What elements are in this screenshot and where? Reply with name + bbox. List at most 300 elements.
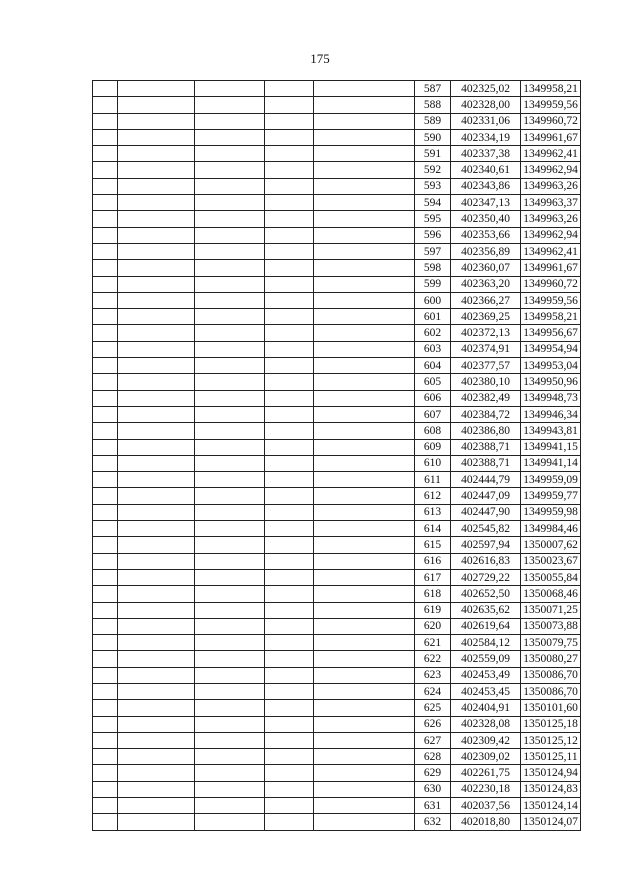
x-coordinate-cell: 402366,27	[451, 292, 521, 308]
table-row	[93, 553, 581, 569]
empty-cell	[314, 814, 415, 830]
empty-cell	[195, 374, 265, 390]
empty-cell	[118, 211, 195, 227]
table-row	[93, 146, 581, 162]
table-row	[93, 586, 581, 602]
point-number-cell: 593	[415, 178, 451, 194]
empty-cell	[118, 781, 195, 797]
table-row	[93, 814, 581, 830]
empty-cell	[93, 781, 118, 797]
y-coordinate-cell: 1349962,94	[521, 227, 581, 243]
point-number-cell: 594	[415, 195, 451, 211]
empty-cell	[93, 749, 118, 765]
empty-cell	[265, 406, 314, 422]
empty-cell	[195, 81, 265, 97]
empty-cell	[93, 455, 118, 471]
empty-cell	[118, 814, 195, 830]
point-number-cell: 604	[415, 358, 451, 374]
coordinates-table	[92, 80, 581, 831]
empty-cell	[118, 195, 195, 211]
y-coordinate-cell: 1350073,88	[521, 618, 581, 634]
empty-cell	[314, 309, 415, 325]
x-coordinate-cell: 402382,49	[451, 390, 521, 406]
empty-cell	[195, 162, 265, 178]
table-row	[93, 455, 581, 471]
x-coordinate-cell: 402325,02	[451, 81, 521, 97]
point-number-cell: 612	[415, 488, 451, 504]
point-number-cell: 619	[415, 602, 451, 618]
empty-cell	[265, 635, 314, 651]
y-coordinate-cell: 1349959,56	[521, 292, 581, 308]
empty-cell	[265, 211, 314, 227]
y-coordinate-cell: 1349953,04	[521, 358, 581, 374]
empty-cell	[93, 97, 118, 113]
empty-cell	[118, 569, 195, 585]
point-number-cell: 600	[415, 292, 451, 308]
point-number-cell: 615	[415, 537, 451, 553]
empty-cell	[265, 162, 314, 178]
empty-cell	[118, 178, 195, 194]
empty-cell	[118, 292, 195, 308]
empty-cell	[93, 309, 118, 325]
point-number-cell: 614	[415, 521, 451, 537]
empty-cell	[265, 781, 314, 797]
empty-cell	[265, 553, 314, 569]
table-row	[93, 211, 581, 227]
x-coordinate-cell: 402331,06	[451, 113, 521, 129]
empty-cell	[195, 406, 265, 422]
empty-cell	[118, 504, 195, 520]
table-row	[93, 260, 581, 276]
table-row	[93, 325, 581, 341]
table-row	[93, 504, 581, 520]
empty-cell	[314, 586, 415, 602]
empty-cell	[195, 455, 265, 471]
empty-cell	[118, 341, 195, 357]
x-coordinate-cell: 402363,20	[451, 276, 521, 292]
empty-cell	[265, 390, 314, 406]
table-row	[93, 178, 581, 194]
empty-cell	[118, 732, 195, 748]
empty-cell	[195, 700, 265, 716]
y-coordinate-cell: 1349963,37	[521, 195, 581, 211]
empty-cell	[118, 700, 195, 716]
empty-cell	[195, 146, 265, 162]
table-row	[93, 749, 581, 765]
x-coordinate-cell: 402343,86	[451, 178, 521, 194]
empty-cell	[314, 358, 415, 374]
empty-cell	[265, 292, 314, 308]
empty-cell	[118, 455, 195, 471]
empty-cell	[265, 765, 314, 781]
empty-cell	[93, 716, 118, 732]
empty-cell	[265, 716, 314, 732]
empty-cell	[93, 439, 118, 455]
empty-cell	[265, 227, 314, 243]
table-row	[93, 700, 581, 716]
empty-cell	[314, 667, 415, 683]
empty-cell	[265, 749, 314, 765]
empty-cell	[195, 325, 265, 341]
point-number-cell: 596	[415, 227, 451, 243]
y-coordinate-cell: 1349962,41	[521, 146, 581, 162]
point-number-cell: 610	[415, 455, 451, 471]
empty-cell	[265, 488, 314, 504]
empty-cell	[93, 227, 118, 243]
empty-cell	[195, 439, 265, 455]
x-coordinate-cell: 402384,72	[451, 406, 521, 422]
empty-cell	[93, 732, 118, 748]
empty-cell	[93, 276, 118, 292]
empty-cell	[195, 635, 265, 651]
empty-cell	[93, 243, 118, 259]
point-number-cell: 598	[415, 260, 451, 276]
empty-cell	[314, 211, 415, 227]
table-row	[93, 521, 581, 537]
x-coordinate-cell: 402309,02	[451, 749, 521, 765]
empty-cell	[118, 439, 195, 455]
point-number-cell: 591	[415, 146, 451, 162]
empty-cell	[195, 521, 265, 537]
x-coordinate-cell: 402597,94	[451, 537, 521, 553]
empty-cell	[195, 129, 265, 145]
empty-cell	[93, 618, 118, 634]
empty-cell	[314, 406, 415, 422]
empty-cell	[93, 667, 118, 683]
x-coordinate-cell: 402447,09	[451, 488, 521, 504]
x-coordinate-cell: 402353,66	[451, 227, 521, 243]
empty-cell	[314, 81, 415, 97]
empty-cell	[195, 749, 265, 765]
empty-cell	[93, 129, 118, 145]
empty-cell	[118, 325, 195, 341]
empty-cell	[93, 178, 118, 194]
y-coordinate-cell: 1349963,26	[521, 211, 581, 227]
y-coordinate-cell: 1349958,21	[521, 81, 581, 97]
empty-cell	[314, 178, 415, 194]
y-coordinate-cell: 1350086,70	[521, 683, 581, 699]
table-row	[93, 309, 581, 325]
empty-cell	[195, 814, 265, 830]
empty-cell	[314, 798, 415, 814]
empty-cell	[118, 765, 195, 781]
y-coordinate-cell: 1350125,18	[521, 716, 581, 732]
y-coordinate-cell: 1350124,94	[521, 765, 581, 781]
x-coordinate-cell: 402444,79	[451, 472, 521, 488]
empty-cell	[265, 683, 314, 699]
empty-cell	[265, 700, 314, 716]
x-coordinate-cell: 402545,82	[451, 521, 521, 537]
y-coordinate-cell: 1349963,26	[521, 178, 581, 194]
empty-cell	[265, 586, 314, 602]
empty-cell	[195, 472, 265, 488]
table-row	[93, 798, 581, 814]
table-row	[93, 406, 581, 422]
empty-cell	[93, 683, 118, 699]
x-coordinate-cell: 402374,91	[451, 341, 521, 357]
empty-cell	[265, 325, 314, 341]
empty-cell	[265, 732, 314, 748]
empty-cell	[118, 390, 195, 406]
empty-cell	[314, 243, 415, 259]
empty-cell	[195, 537, 265, 553]
empty-cell	[93, 341, 118, 357]
empty-cell	[118, 243, 195, 259]
table-row	[93, 390, 581, 406]
empty-cell	[195, 341, 265, 357]
y-coordinate-cell: 1349950,96	[521, 374, 581, 390]
table-row	[93, 374, 581, 390]
empty-cell	[195, 178, 265, 194]
empty-cell	[195, 667, 265, 683]
empty-cell	[118, 276, 195, 292]
point-number-cell: 602	[415, 325, 451, 341]
x-coordinate-cell: 402386,80	[451, 423, 521, 439]
empty-cell	[93, 504, 118, 520]
empty-cell	[195, 309, 265, 325]
table-row	[93, 113, 581, 129]
x-coordinate-cell: 402037,56	[451, 798, 521, 814]
empty-cell	[265, 260, 314, 276]
empty-cell	[265, 618, 314, 634]
x-coordinate-cell: 402453,45	[451, 683, 521, 699]
y-coordinate-cell: 1349941,14	[521, 455, 581, 471]
table-row	[93, 716, 581, 732]
x-coordinate-cell: 402350,40	[451, 211, 521, 227]
empty-cell	[195, 211, 265, 227]
table-row	[93, 537, 581, 553]
y-coordinate-cell: 1349959,77	[521, 488, 581, 504]
empty-cell	[265, 602, 314, 618]
empty-cell	[195, 97, 265, 113]
empty-cell	[314, 146, 415, 162]
table-row	[93, 341, 581, 357]
empty-cell	[93, 423, 118, 439]
point-number-cell: 625	[415, 700, 451, 716]
empty-cell	[314, 423, 415, 439]
y-coordinate-cell: 1349961,67	[521, 260, 581, 276]
empty-cell	[265, 569, 314, 585]
empty-cell	[265, 341, 314, 357]
table-row	[93, 81, 581, 97]
empty-cell	[118, 618, 195, 634]
empty-cell	[195, 716, 265, 732]
point-number-cell: 624	[415, 683, 451, 699]
empty-cell	[118, 749, 195, 765]
empty-cell	[314, 341, 415, 357]
y-coordinate-cell: 1349959,09	[521, 472, 581, 488]
x-coordinate-cell: 402559,09	[451, 651, 521, 667]
empty-cell	[314, 455, 415, 471]
empty-cell	[93, 635, 118, 651]
empty-cell	[314, 162, 415, 178]
point-number-cell: 588	[415, 97, 451, 113]
empty-cell	[195, 798, 265, 814]
point-number-cell: 590	[415, 129, 451, 145]
empty-cell	[195, 243, 265, 259]
empty-cell	[93, 358, 118, 374]
y-coordinate-cell: 1349941,15	[521, 439, 581, 455]
point-number-cell: 622	[415, 651, 451, 667]
x-coordinate-cell: 402447,90	[451, 504, 521, 520]
empty-cell	[314, 276, 415, 292]
empty-cell	[118, 586, 195, 602]
x-coordinate-cell: 402347,13	[451, 195, 521, 211]
empty-cell	[118, 602, 195, 618]
point-number-cell: 601	[415, 309, 451, 325]
y-coordinate-cell: 1349961,67	[521, 129, 581, 145]
table-row	[93, 635, 581, 651]
y-coordinate-cell: 1349960,72	[521, 276, 581, 292]
empty-cell	[265, 439, 314, 455]
empty-cell	[314, 292, 415, 308]
empty-cell	[265, 521, 314, 537]
table-row	[93, 227, 581, 243]
empty-cell	[314, 537, 415, 553]
empty-cell	[93, 553, 118, 569]
empty-cell	[265, 798, 314, 814]
empty-cell	[265, 113, 314, 129]
x-coordinate-cell: 402369,25	[451, 309, 521, 325]
point-number-cell: 613	[415, 504, 451, 520]
empty-cell	[93, 113, 118, 129]
point-number-cell: 597	[415, 243, 451, 259]
empty-cell	[265, 423, 314, 439]
point-number-cell: 599	[415, 276, 451, 292]
empty-cell	[118, 358, 195, 374]
empty-cell	[93, 586, 118, 602]
empty-cell	[265, 455, 314, 471]
x-coordinate-cell: 402360,07	[451, 260, 521, 276]
empty-cell	[118, 227, 195, 243]
point-number-cell: 607	[415, 406, 451, 422]
table-row	[93, 243, 581, 259]
y-coordinate-cell: 1350080,27	[521, 651, 581, 667]
empty-cell	[265, 472, 314, 488]
y-coordinate-cell: 1350079,75	[521, 635, 581, 651]
x-coordinate-cell: 402328,08	[451, 716, 521, 732]
empty-cell	[93, 81, 118, 97]
table-row	[93, 439, 581, 455]
point-number-cell: 626	[415, 716, 451, 732]
point-number-cell: 629	[415, 765, 451, 781]
table-row	[93, 292, 581, 308]
table-row	[93, 569, 581, 585]
y-coordinate-cell: 1349958,21	[521, 309, 581, 325]
empty-cell	[265, 814, 314, 830]
empty-cell	[118, 798, 195, 814]
x-coordinate-cell: 402018,80	[451, 814, 521, 830]
table-row	[93, 765, 581, 781]
empty-cell	[265, 129, 314, 145]
page-number: 175	[310, 51, 330, 66]
empty-cell	[314, 227, 415, 243]
y-coordinate-cell: 1349946,34	[521, 406, 581, 422]
empty-cell	[314, 195, 415, 211]
empty-cell	[314, 488, 415, 504]
empty-cell	[314, 781, 415, 797]
empty-cell	[118, 146, 195, 162]
table-row	[93, 683, 581, 699]
empty-cell	[118, 651, 195, 667]
empty-cell	[265, 97, 314, 113]
empty-cell	[118, 537, 195, 553]
table-row	[93, 732, 581, 748]
table-row	[93, 195, 581, 211]
empty-cell	[195, 195, 265, 211]
empty-cell	[314, 569, 415, 585]
x-coordinate-cell: 402619,64	[451, 618, 521, 634]
empty-cell	[93, 521, 118, 537]
empty-cell	[195, 423, 265, 439]
empty-cell	[314, 374, 415, 390]
empty-cell	[265, 81, 314, 97]
empty-cell	[118, 309, 195, 325]
y-coordinate-cell: 1349960,72	[521, 113, 581, 129]
point-number-cell: 631	[415, 798, 451, 814]
point-number-cell: 623	[415, 667, 451, 683]
empty-cell	[93, 569, 118, 585]
x-coordinate-cell: 402340,61	[451, 162, 521, 178]
y-coordinate-cell: 1349943,81	[521, 423, 581, 439]
empty-cell	[314, 439, 415, 455]
table-row	[93, 472, 581, 488]
empty-cell	[314, 521, 415, 537]
empty-cell	[195, 553, 265, 569]
empty-cell	[314, 260, 415, 276]
empty-cell	[195, 292, 265, 308]
table-row	[93, 129, 581, 145]
empty-cell	[93, 488, 118, 504]
empty-cell	[265, 178, 314, 194]
point-number-cell: 627	[415, 732, 451, 748]
empty-cell	[265, 276, 314, 292]
point-number-cell: 606	[415, 390, 451, 406]
empty-cell	[118, 472, 195, 488]
y-coordinate-cell: 1349948,73	[521, 390, 581, 406]
x-coordinate-cell: 402388,71	[451, 439, 521, 455]
empty-cell	[195, 781, 265, 797]
table-row	[93, 488, 581, 504]
x-coordinate-cell: 402584,12	[451, 635, 521, 651]
empty-cell	[93, 325, 118, 341]
empty-cell	[118, 162, 195, 178]
empty-cell	[93, 537, 118, 553]
empty-cell	[195, 227, 265, 243]
empty-cell	[118, 683, 195, 699]
empty-cell	[314, 97, 415, 113]
empty-cell	[314, 553, 415, 569]
y-coordinate-cell: 1349954,94	[521, 341, 581, 357]
empty-cell	[93, 798, 118, 814]
x-coordinate-cell: 402372,13	[451, 325, 521, 341]
x-coordinate-cell: 402377,57	[451, 358, 521, 374]
empty-cell	[195, 732, 265, 748]
empty-cell	[314, 749, 415, 765]
empty-cell	[93, 602, 118, 618]
y-coordinate-cell: 1349962,41	[521, 243, 581, 259]
y-coordinate-cell: 1350023,67	[521, 553, 581, 569]
y-coordinate-cell: 1349984,46	[521, 521, 581, 537]
table-row	[93, 358, 581, 374]
x-coordinate-cell: 402261,75	[451, 765, 521, 781]
table-row	[93, 602, 581, 618]
point-number-cell: 611	[415, 472, 451, 488]
point-number-cell: 632	[415, 814, 451, 830]
x-coordinate-cell: 402309,42	[451, 732, 521, 748]
point-number-cell: 616	[415, 553, 451, 569]
y-coordinate-cell: 1350071,25	[521, 602, 581, 618]
